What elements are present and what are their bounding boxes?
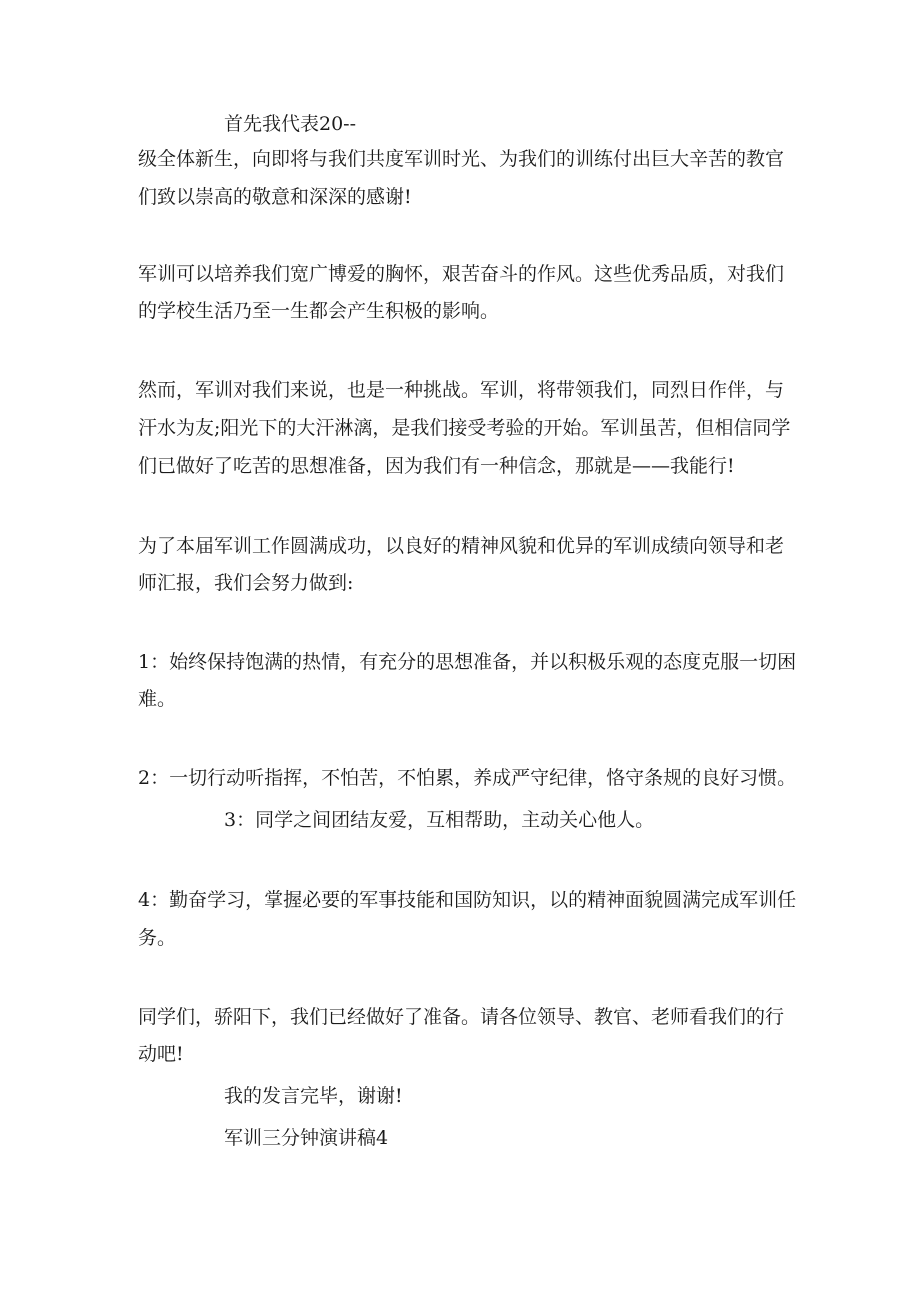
text-line: 务。 [138,927,177,949]
text-line: 然而，军训对我们来说，也是一种挑战。军训，将带领我们，同烈日作伴，与 [138,379,785,401]
text-line: 动吧! [138,1043,184,1065]
text-line: 汗水为友;阳光下的大汗淋漓，是我们接受考验的开始。军训虽苦，但相信同学 [138,417,791,439]
text-line: 1：始终保持饱满的热情，有充分的思想准备，并以积极乐观的态度克服一切困 [138,651,797,673]
text-line: 为了本届军训工作圆满成功，以良好的精神风貌和优异的军训成绩向领导和老 [138,535,785,557]
text-line: 们已做好了吃苦的思想准备，因为我们有一种信念，那就是——我能行! [138,455,735,477]
text-line: 首先我代表20-- [224,113,357,135]
text-line: 军训可以培养我们宽广博爱的胸怀，艰苦奋斗的作风。这些优秀品质，对我们 [138,263,785,285]
text-line: 同学们，骄阳下，我们已经做好了准备。请各位领导、教官、老师看我们的行 [138,1006,785,1028]
text-line: 师汇报，我们会努力做到: [138,572,354,594]
text-line: 们致以崇高的敬意和深深的感谢! [138,186,412,208]
text-line: 军训三分钟演讲稿4 [224,1127,389,1149]
text-line: 难。 [138,688,177,710]
text-line: 3：同学之间团结友爱，互相帮助，主动关心他人。 [224,809,655,831]
text-line: 级全体新生，向即将与我们共度军训时光、为我们的训练付出巨大辛苦的教官 [138,148,785,170]
text-line: 4：勤奋学习，掌握必要的军事技能和国防知识，以的精神面貌圆满完成军训任 [138,889,797,911]
text-line: 2：一切行动听指挥，不怕苦，不怕累，养成严守纪律，恪守条规的良好习惯。 [138,767,797,789]
text-line: 我的发言完毕，谢谢! [224,1085,403,1107]
text-line: 的学校生活乃至一生都会产生积极的影响。 [138,300,500,322]
